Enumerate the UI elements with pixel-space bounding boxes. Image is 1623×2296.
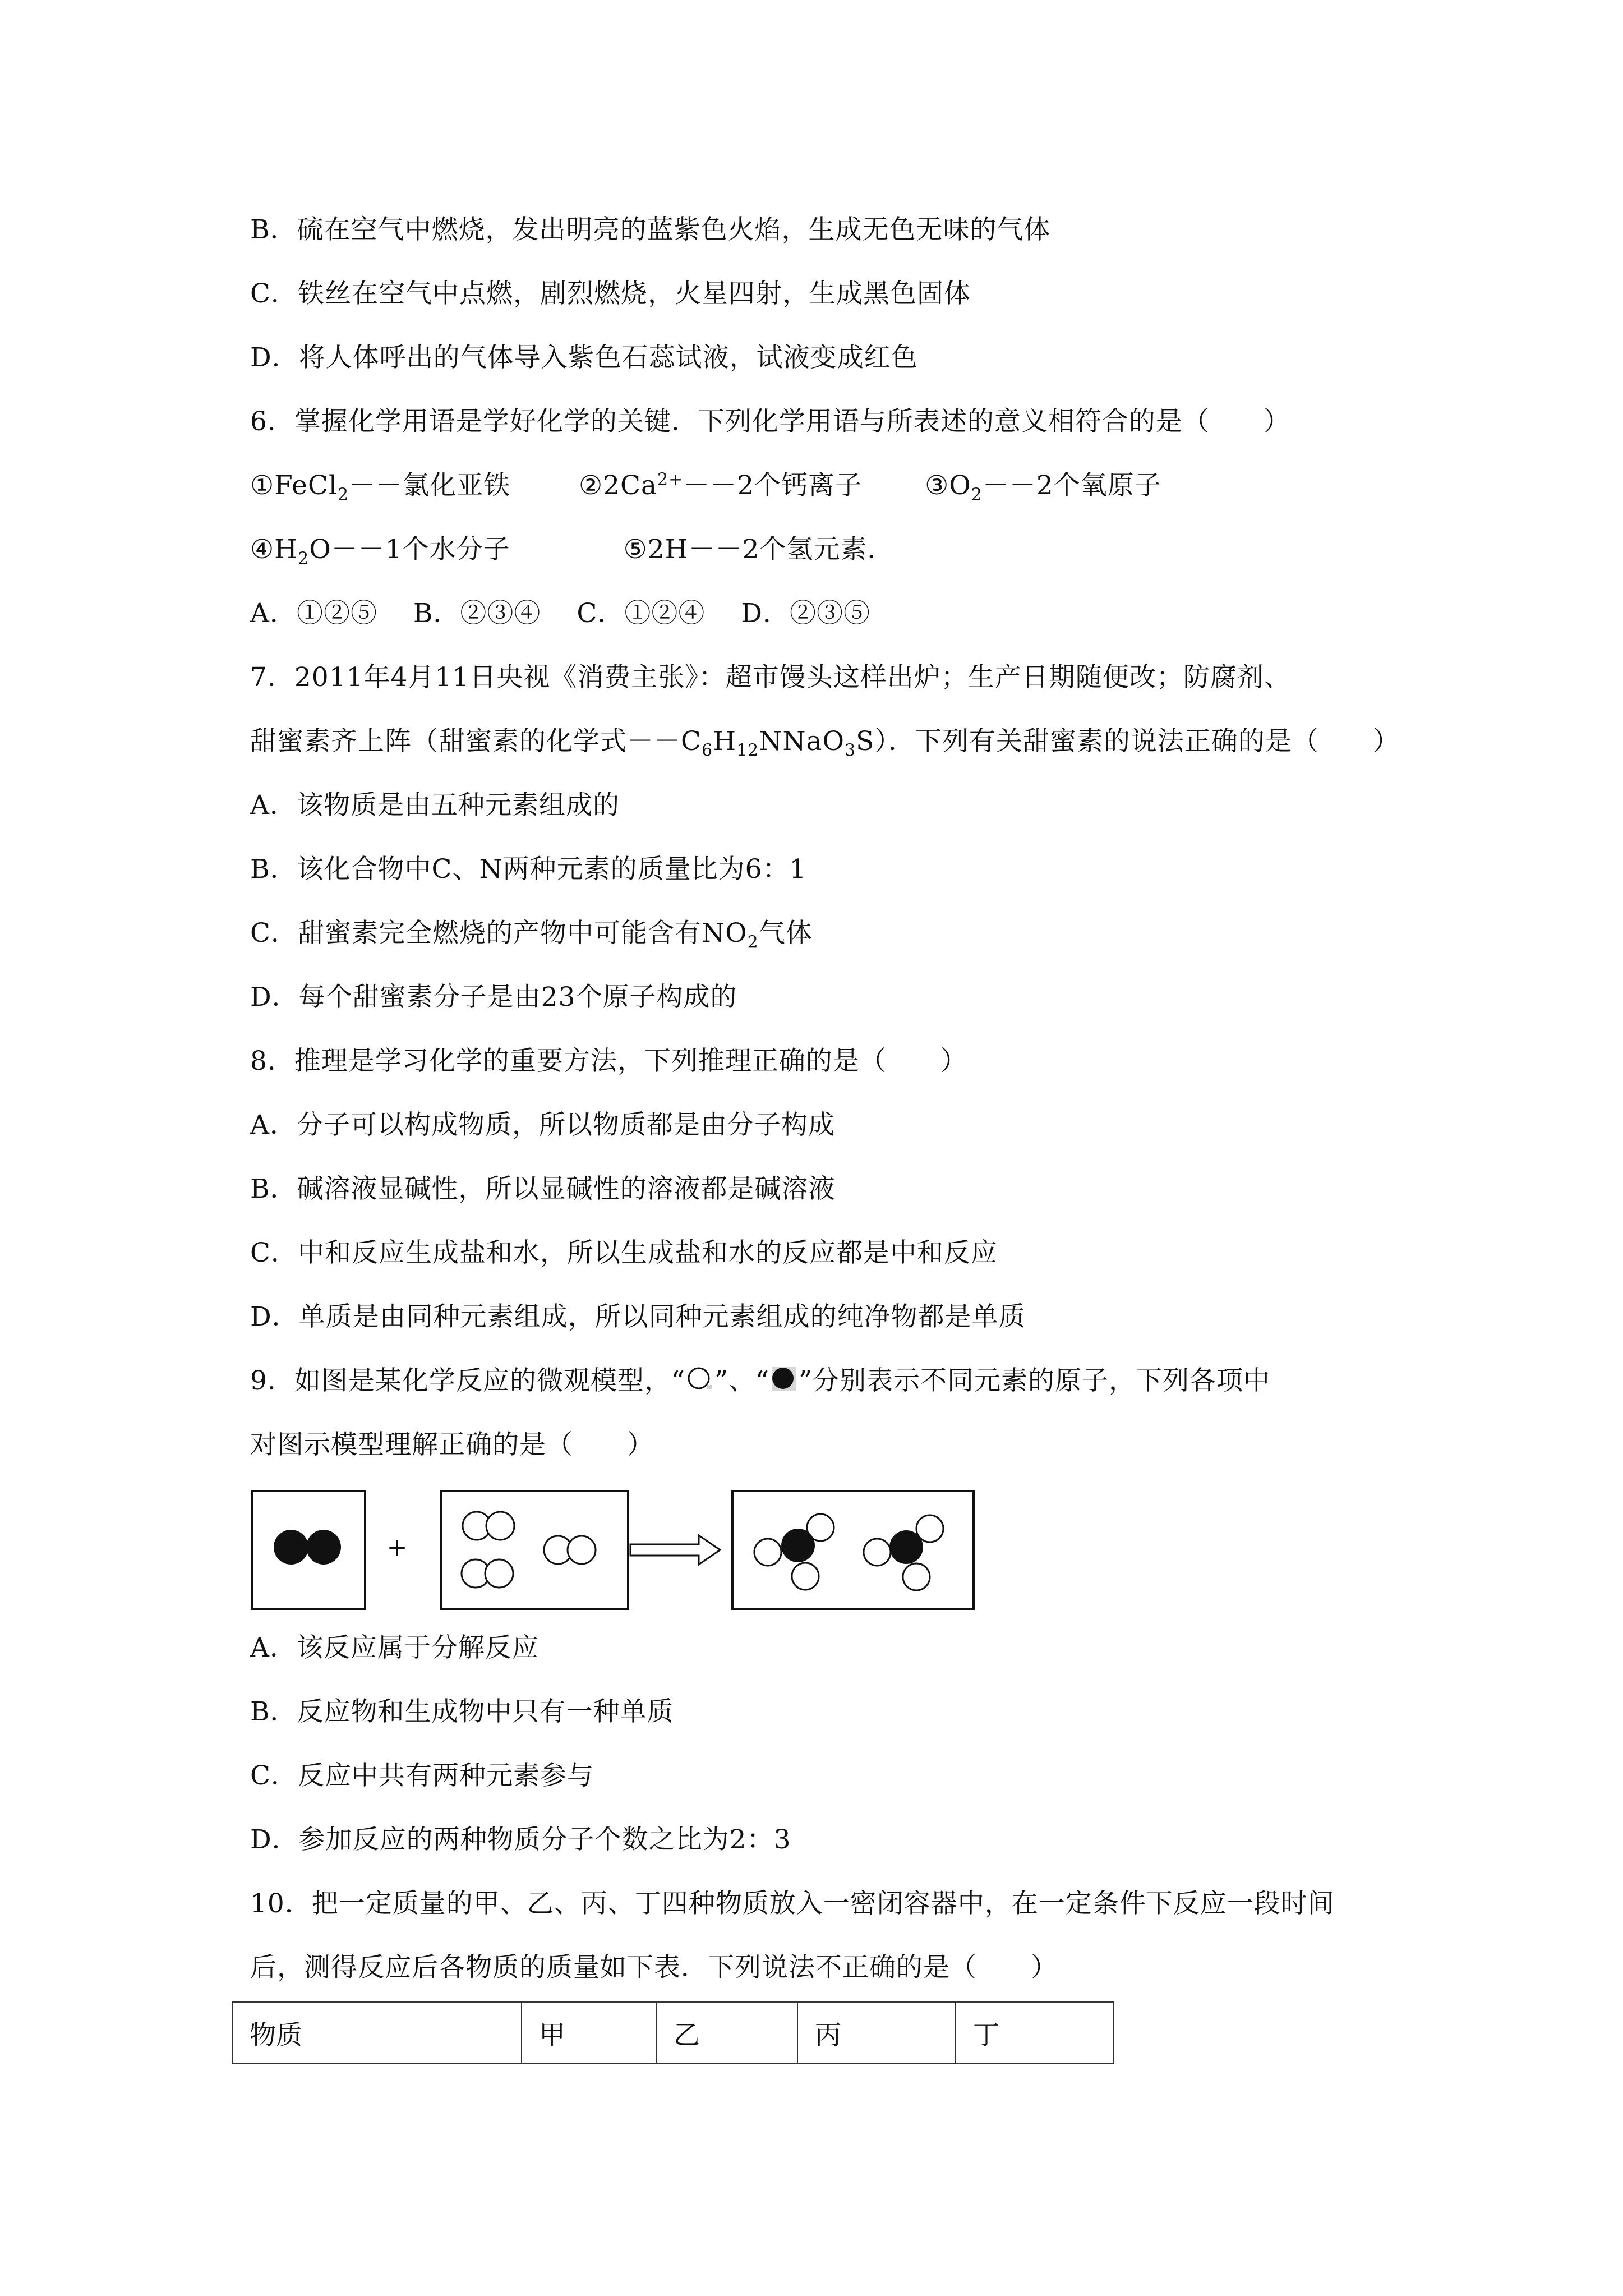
product2-black-center: [889, 1530, 923, 1564]
q8-option-d: D．单质是由同种元素组成，所以同种元素组成的纯净物都是单质: [250, 1301, 1026, 1332]
white-atom-icon: [685, 1365, 714, 1394]
q10-stem-line2: 后，测得反应后各物质的质量如下表．下列说法不正确的是（ ）: [250, 1952, 1058, 1983]
q7-option-b: B．该化合物中C、N两种元素的质量比为6：1: [250, 854, 807, 885]
q5-option-b: B．硫在空气中燃烧，发出明亮的蓝紫色火焰，生成无色无味的气体: [250, 214, 1051, 245]
q9-option-b: B．反应物和生成物中只有一种单质: [250, 1696, 674, 1727]
q5-option-c: C．铁丝在空气中点燃，剧烈燃烧，火星四射，生成黑色固体: [250, 278, 971, 309]
q9-stem-line2: 对图示模型理解正确的是（ ）: [250, 1429, 654, 1460]
table-cell: 丁: [956, 2002, 1114, 2064]
plus-sign: +: [386, 1533, 408, 1562]
q6-item-5: ⑤2H－－2个氢元素．: [623, 534, 895, 565]
reaction-model-figure: [250, 1489, 979, 1613]
product1-white-left: [754, 1539, 781, 1566]
q6-item-4: $④H_2O--1$个水分子: [250, 534, 510, 569]
q8-option-c: C．中和反应生成盐和水，所以生成盐和水的反应都是中和反应: [250, 1237, 998, 1268]
q6-stem: 6．掌握化学用语是学好化学的关键．下列化学用语与所表述的意义相符合的是（ ）: [250, 406, 1290, 437]
q10-stem-line1: 10．把一定质量的甲、乙、丙、丁四种物质放入一密闭容器中，在一定条件下反应一段时间: [250, 1888, 1335, 1919]
q9-option-d: D．参加反应的两种物质分子个数之比为2：3: [250, 1824, 791, 1855]
product2-white-left: [864, 1539, 891, 1566]
mass-table: [232, 2001, 1114, 2064]
reaction-arrow: [630, 1535, 720, 1565]
reactant-box-2: [441, 1491, 628, 1609]
q7-stem-line2: 甜蜜素齐上阵（甜蜜素的化学式$--C_6H_{12}NNaO_3S$）．下列有关甜蜜素的说法正确的是（ ）: [250, 726, 1400, 761]
q7-option-c: C．甜蜜素完全燃烧的产物中可能含有$NO_2$气体: [250, 918, 813, 953]
white-atom-b2: [485, 1559, 513, 1588]
table-header-row: [232, 2002, 1114, 2064]
q6-items-row1: [250, 469, 1161, 503]
q6-item-3: $③O_2--2$个氧原子: [925, 470, 1161, 505]
q7-option-d: D．每个甜蜜素分子是由23个原子构成的: [250, 982, 737, 1013]
table-cell: 甲: [522, 2002, 656, 2064]
q8-option-a: A．分子可以构成物质，所以物质都是由分子构成: [250, 1110, 835, 1140]
q8-stem: 8．推理是学习化学的重要方法，下列推理正确的是（ ）: [250, 1046, 967, 1076]
product2-white-bottom: [903, 1563, 930, 1590]
q9-option-c: C．反应中共有两种元素参与: [250, 1760, 594, 1791]
q5-option-d: D．将人体呼出的气体导入紫色石蕊试液，试液变成红色: [250, 342, 918, 373]
q6-options: A．①②⑤ B．②③④ C．①②④ D．②③⑤: [250, 598, 870, 629]
black-atom-2: [306, 1530, 341, 1565]
white-atom-a2: [486, 1512, 514, 1540]
white-atom-c2: [568, 1536, 596, 1564]
black-atom-1: [274, 1530, 308, 1565]
product1-white-bottom: [792, 1563, 819, 1590]
table-cell: 乙: [656, 2002, 797, 2064]
q6-item-2: $②2Ca^{2+}--2$个钙离子: [578, 470, 863, 501]
q8-option-b: B．碱溶液显碱性，所以显碱性的溶液都是碱溶液: [250, 1174, 836, 1204]
q6-items-row2: [250, 533, 895, 567]
product1-black-center: [781, 1529, 815, 1562]
table-cell: 丙: [797, 2002, 956, 2064]
q7-option-a: A．该物质是由五种元素组成的: [250, 790, 620, 821]
black-atom-icon: [769, 1365, 799, 1394]
q7-stem-line1: 7．2011年4月11日央视《消费主张》：超市馒头这样出炉；生产日期随便改；防腐剂、: [250, 662, 1291, 693]
q9-option-a: A．该反应属于分解反应: [250, 1632, 539, 1663]
q6-item-1: ①FeCl$_2$－－氯化亚铁: [250, 470, 511, 505]
reaction-model-diagram: [250, 1489, 979, 1613]
table-cell: 物质: [232, 2002, 522, 2064]
q9-stem-line1: 9．如图是某化学反应的微观模型，“ ”、“ ”分别表示不同元素的原子，下列各项中: [250, 1365, 1271, 1396]
